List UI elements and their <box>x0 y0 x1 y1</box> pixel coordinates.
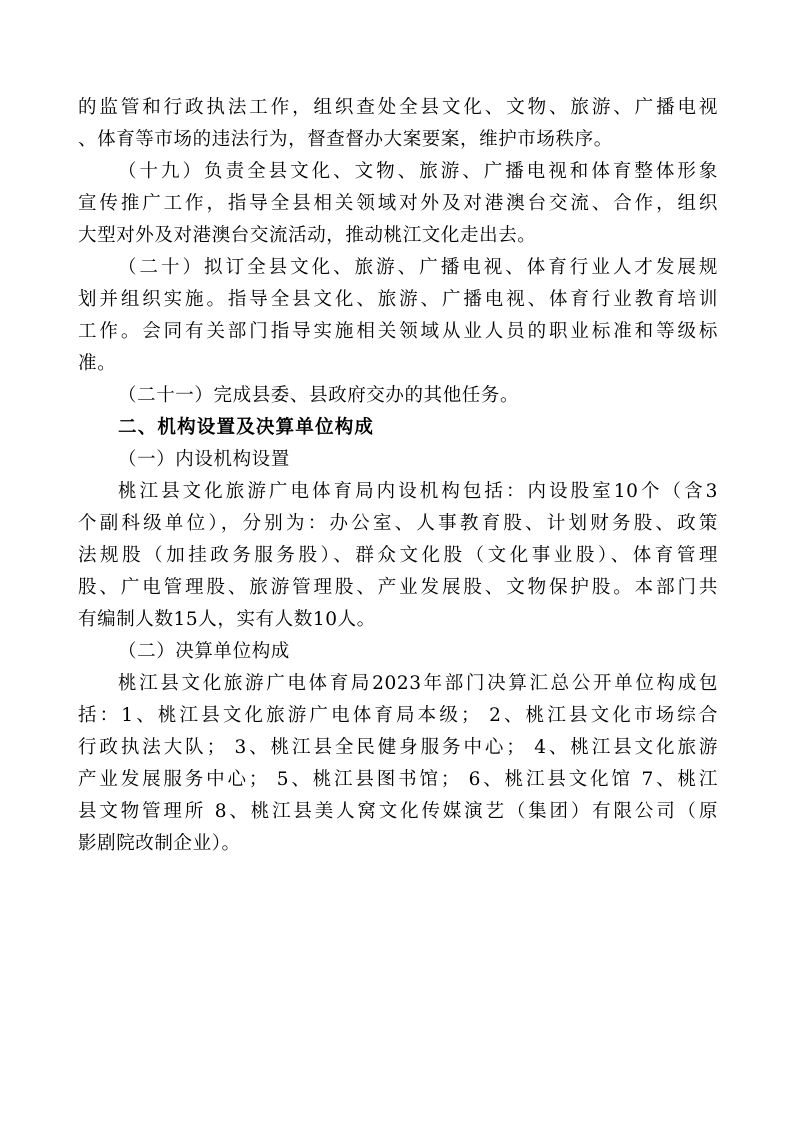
text-line: 有编制人数15人，实有人数10人。 <box>78 609 376 630</box>
text-line: （十九）负责全县文化、文物、旅游、广播电视和体育整体形象 <box>118 161 718 182</box>
subsection-heading: （二）决算单位构成 <box>118 641 290 662</box>
text-line: 桃江县文化旅游广电体育局内设机构包括：内设股室10个（含3 <box>118 481 718 502</box>
text-line: 大型对外及对港澳台交流活动，推动桃江文化走出去。 <box>78 225 537 246</box>
text-line: 宣传推广工作，指导全县相关领域对外及对港澳台交流、合作，组织 <box>78 193 718 214</box>
text-line: 工作。会同有关部门指导实施相关领域从业人员的职业标准和等级标 <box>78 321 718 342</box>
text-line: （二十一）完成县委、县政府交办的其他任务。 <box>118 385 520 406</box>
text-line: 的监管和行政执法工作，组织查处全县文化、文物、旅游、广播电视 <box>78 97 718 118</box>
text-line: 行政执法大队； 3、桃江县全民健身服务中心； 4、桃江县文化旅游 <box>78 737 718 758</box>
text-line: 产业发展服务中心； 5、桃江县图书馆； 6、桃江县文化馆 7、桃江 <box>78 769 718 790</box>
text-line: 、体育等市场的违法行为，督查督办大案要案，维护市场秩序。 <box>78 129 613 150</box>
text-line: （二十）拟订全县文化、旅游、广播电视、体育行业人才发展规 <box>118 257 718 278</box>
subsection-heading: （一）内设机构设置 <box>118 449 290 470</box>
text-line: 法规股（加挂政务服务股）、群众文化股（文化事业股）、体育管理 <box>78 545 718 566</box>
text-line: 划并组织实施。指导全县文化、旅游、广播电视、体育行业教育培训 <box>78 289 718 310</box>
text-line: 影剧院改制企业）。 <box>78 833 241 854</box>
text-line: 股、广电管理股、旅游管理股、产业发展股、文物保护股。本部门共 <box>78 577 718 598</box>
text-line: 准。 <box>78 353 117 374</box>
text-line: 个副科级单位），分别为：办公室、人事教育股、计划财务股、政策 <box>78 513 718 534</box>
text-line: 桃江县文化旅游广电体育局2023年部门决算汇总公开单位构成包 <box>118 673 718 694</box>
text-line: 县文物管理所 8、桃江县美人窝文化传媒演艺（集团）有限公司（原 <box>78 801 718 822</box>
section-heading: 二、机构设置及决算单位构成 <box>118 417 375 438</box>
text-line: 括：1、桃江县文化旅游广电体育局本级； 2、桃江县文化市场综合 <box>78 705 718 726</box>
